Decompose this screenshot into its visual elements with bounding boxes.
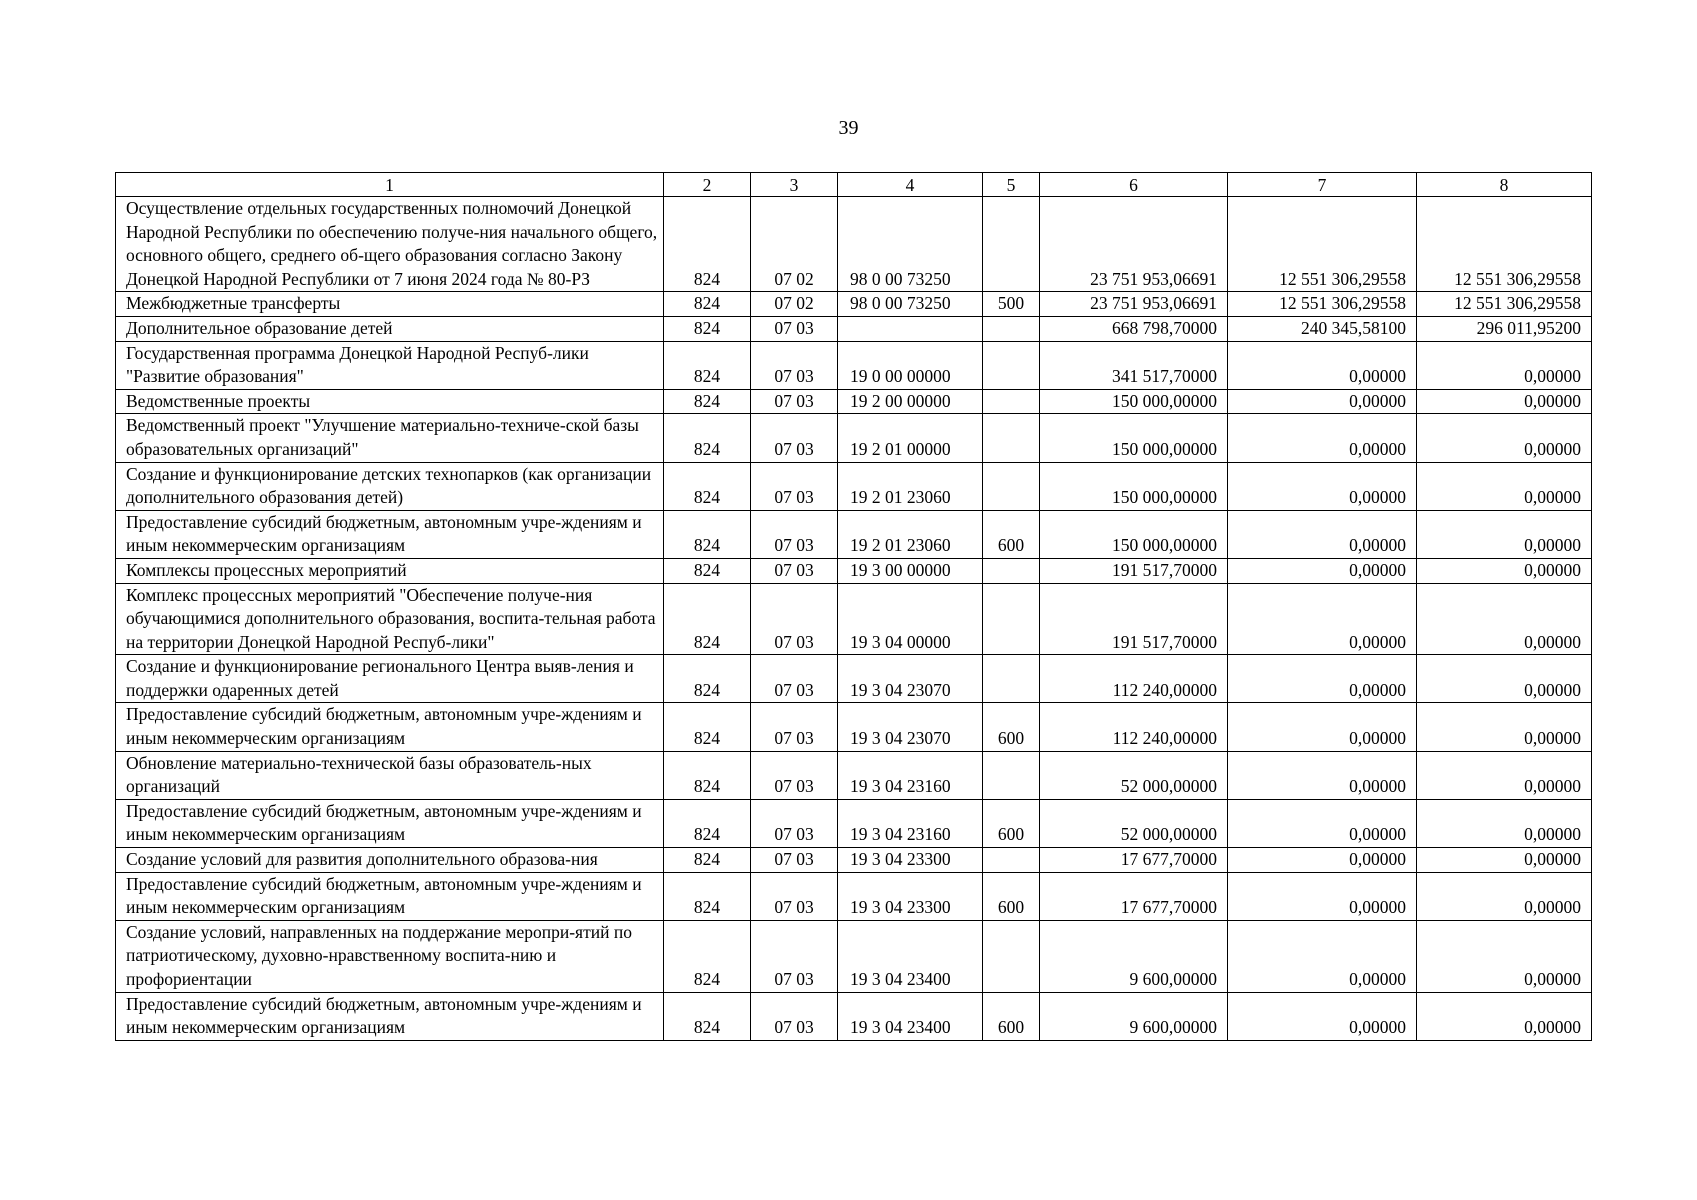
section-code-cell: 07 02 — [751, 292, 838, 317]
table-row — [116, 414, 1592, 462]
amount-col7-cell: 0,00000 — [1228, 510, 1417, 558]
amount-col7-cell: 0,00000 — [1228, 558, 1417, 583]
amount-col7-cell: 0,00000 — [1228, 920, 1417, 992]
row-name-cell: Ведомственные проекты — [116, 389, 664, 414]
amount-col7-cell: 12 551 306,29558 — [1228, 292, 1417, 317]
amount-col8-cell: 0,00000 — [1417, 751, 1592, 799]
amount-col6-cell: 17 677,70000 — [1040, 848, 1228, 873]
expense-type-cell — [983, 414, 1040, 462]
section-code-cell: 07 03 — [751, 799, 838, 847]
expense-type-cell — [983, 558, 1040, 583]
header-cell-4: 4 — [838, 173, 983, 197]
header-cell-7: 7 — [1228, 173, 1417, 197]
ministry-code-cell: 824 — [664, 848, 751, 873]
amount-col6-cell: 191 517,70000 — [1040, 583, 1228, 655]
amount-col6-cell: 17 677,70000 — [1040, 872, 1228, 920]
amount-col8-cell: 12 551 306,29558 — [1417, 197, 1592, 292]
amount-col8-cell: 0,00000 — [1417, 655, 1592, 703]
target-article-cell: 98 0 00 73250 — [838, 197, 983, 292]
amount-col8-cell: 0,00000 — [1417, 389, 1592, 414]
table-row — [116, 462, 1592, 510]
ministry-code-cell: 824 — [664, 558, 751, 583]
expense-type-cell — [983, 848, 1040, 873]
target-article-cell: 19 3 04 23070 — [838, 655, 983, 703]
expense-type-cell: 600 — [983, 992, 1040, 1040]
amount-col8-cell: 0,00000 — [1417, 992, 1592, 1040]
expense-type-cell — [983, 197, 1040, 292]
expense-type-cell — [983, 655, 1040, 703]
header-cell-8: 8 — [1417, 173, 1592, 197]
ministry-code-cell: 824 — [664, 462, 751, 510]
row-name-cell: Предоставление субсидий бюджетным, автономным учре-ждениям и иным некоммерческим организациям — [116, 799, 664, 847]
ministry-code-cell: 824 — [664, 197, 751, 292]
budget-table — [115, 172, 1592, 1041]
row-name-cell: Дополнительное образование детей — [116, 316, 664, 341]
row-name-cell: Предоставление субсидий бюджетным, автономным учре-ждениям и иным некоммерческим организациям — [116, 992, 664, 1040]
ministry-code-cell: 824 — [664, 751, 751, 799]
amount-col6-cell: 112 240,00000 — [1040, 703, 1228, 751]
amount-col7-cell: 0,00000 — [1228, 992, 1417, 1040]
expense-type-cell: 600 — [983, 510, 1040, 558]
target-article-cell: 19 3 04 23160 — [838, 799, 983, 847]
target-article-cell: 19 2 00 00000 — [838, 389, 983, 414]
expense-type-cell — [983, 389, 1040, 414]
table-body — [116, 197, 1592, 1041]
ministry-code-cell: 824 — [664, 510, 751, 558]
table-row — [116, 197, 1592, 292]
table-row — [116, 389, 1592, 414]
row-name-cell: Государственная программа Донецкой Народной Респуб-лики "Развитие образования" — [116, 341, 664, 389]
table-row — [116, 655, 1592, 703]
amount-col6-cell: 23 751 953,06691 — [1040, 292, 1228, 317]
section-code-cell: 07 03 — [751, 920, 838, 992]
amount-col8-cell: 0,00000 — [1417, 341, 1592, 389]
amount-col7-cell: 0,00000 — [1228, 751, 1417, 799]
row-name-cell: Предоставление субсидий бюджетным, автономным учре-ждениям и иным некоммерческим организациям — [116, 510, 664, 558]
section-code-cell: 07 03 — [751, 341, 838, 389]
amount-col8-cell: 0,00000 — [1417, 872, 1592, 920]
ministry-code-cell: 824 — [664, 414, 751, 462]
expense-type-cell: 600 — [983, 872, 1040, 920]
amount-col7-cell: 0,00000 — [1228, 848, 1417, 873]
section-code-cell: 07 03 — [751, 992, 838, 1040]
expense-type-cell: 600 — [983, 703, 1040, 751]
target-article-cell: 19 3 04 23400 — [838, 992, 983, 1040]
ministry-code-cell: 824 — [664, 389, 751, 414]
expense-type-cell — [983, 920, 1040, 992]
row-name-cell: Создание условий для развития дополнительного образова-ния — [116, 848, 664, 873]
amount-col8-cell: 0,00000 — [1417, 799, 1592, 847]
header-cell-6: 6 — [1040, 173, 1228, 197]
row-name-cell: Осуществление отдельных государственных полномочий Донецкой Народной Республики по обеспечению получе-ния начального общего, основного общего, среднего об-щего образования согласно Закону Донецкой Народной Республики от 7 июня 2024 года № 80-РЗ — [116, 197, 664, 292]
amount-col7-cell: 0,00000 — [1228, 462, 1417, 510]
amount-col6-cell: 191 517,70000 — [1040, 558, 1228, 583]
section-code-cell: 07 02 — [751, 197, 838, 292]
amount-col6-cell: 52 000,00000 — [1040, 751, 1228, 799]
amount-col6-cell: 341 517,70000 — [1040, 341, 1228, 389]
amount-col8-cell: 0,00000 — [1417, 848, 1592, 873]
header-cell-5: 5 — [983, 173, 1040, 197]
target-article-cell: 19 3 04 23300 — [838, 848, 983, 873]
table-row — [116, 341, 1592, 389]
amount-col8-cell: 0,00000 — [1417, 558, 1592, 583]
row-name-cell: Создание и функционирование регионального Центра выяв-ления и поддержки одаренных детей — [116, 655, 664, 703]
table-row — [116, 751, 1592, 799]
amount-col7-cell: 12 551 306,29558 — [1228, 197, 1417, 292]
table-row — [116, 920, 1592, 992]
ministry-code-cell: 824 — [664, 292, 751, 317]
ministry-code-cell: 824 — [664, 655, 751, 703]
amount-col7-cell: 240 345,58100 — [1228, 316, 1417, 341]
table-row — [116, 872, 1592, 920]
target-article-cell: 19 3 04 23070 — [838, 703, 983, 751]
table-row — [116, 558, 1592, 583]
amount-col6-cell: 9 600,00000 — [1040, 920, 1228, 992]
amount-col6-cell: 52 000,00000 — [1040, 799, 1228, 847]
row-name-cell: Комплексы процессных мероприятий — [116, 558, 664, 583]
ministry-code-cell: 824 — [664, 341, 751, 389]
target-article-cell: 19 3 04 23160 — [838, 751, 983, 799]
section-code-cell: 07 03 — [751, 510, 838, 558]
amount-col8-cell: 0,00000 — [1417, 414, 1592, 462]
amount-col6-cell: 23 751 953,06691 — [1040, 197, 1228, 292]
amount-col7-cell: 0,00000 — [1228, 389, 1417, 414]
section-code-cell: 07 03 — [751, 583, 838, 655]
section-code-cell: 07 03 — [751, 848, 838, 873]
amount-col6-cell: 150 000,00000 — [1040, 414, 1228, 462]
amount-col7-cell: 0,00000 — [1228, 341, 1417, 389]
target-article-cell: 19 3 00 00000 — [838, 558, 983, 583]
section-code-cell: 07 03 — [751, 655, 838, 703]
table-header — [116, 173, 1592, 197]
table-row — [116, 510, 1592, 558]
amount-col8-cell: 0,00000 — [1417, 703, 1592, 751]
amount-col6-cell: 9 600,00000 — [1040, 992, 1228, 1040]
table-row — [116, 848, 1592, 873]
table-row — [116, 703, 1592, 751]
row-name-cell: Межбюджетные трансферты — [116, 292, 664, 317]
header-cell-2: 2 — [664, 173, 751, 197]
ministry-code-cell: 824 — [664, 583, 751, 655]
section-code-cell: 07 03 — [751, 872, 838, 920]
section-code-cell: 07 03 — [751, 558, 838, 583]
amount-col6-cell: 668 798,70000 — [1040, 316, 1228, 341]
amount-col6-cell: 112 240,00000 — [1040, 655, 1228, 703]
amount-col6-cell: 150 000,00000 — [1040, 462, 1228, 510]
section-code-cell: 07 03 — [751, 751, 838, 799]
amount-col6-cell: 150 000,00000 — [1040, 389, 1228, 414]
expense-type-cell — [983, 583, 1040, 655]
amount-col8-cell: 0,00000 — [1417, 583, 1592, 655]
target-article-cell: 19 3 04 23300 — [838, 872, 983, 920]
table-row — [116, 292, 1592, 317]
target-article-cell: 19 3 04 23400 — [838, 920, 983, 992]
row-name-cell: Предоставление субсидий бюджетным, автономным учре-ждениям и иным некоммерческим организациям — [116, 703, 664, 751]
target-article-cell: 19 3 04 00000 — [838, 583, 983, 655]
expense-type-cell: 500 — [983, 292, 1040, 317]
section-code-cell: 07 03 — [751, 462, 838, 510]
table-row — [116, 316, 1592, 341]
target-article-cell: 19 2 01 23060 — [838, 462, 983, 510]
expense-type-cell — [983, 341, 1040, 389]
amount-col8-cell: 0,00000 — [1417, 510, 1592, 558]
amount-col8-cell: 12 551 306,29558 — [1417, 292, 1592, 317]
ministry-code-cell: 824 — [664, 703, 751, 751]
amount-col6-cell: 150 000,00000 — [1040, 510, 1228, 558]
expense-type-cell — [983, 316, 1040, 341]
header-row — [116, 173, 1592, 197]
expense-type-cell: 600 — [983, 799, 1040, 847]
header-cell-3: 3 — [751, 173, 838, 197]
amount-col7-cell: 0,00000 — [1228, 799, 1417, 847]
header-cell-1: 1 — [116, 173, 664, 197]
amount-col7-cell: 0,00000 — [1228, 414, 1417, 462]
ministry-code-cell: 824 — [664, 992, 751, 1040]
section-code-cell: 07 03 — [751, 703, 838, 751]
amount-col8-cell: 0,00000 — [1417, 462, 1592, 510]
amount-col7-cell: 0,00000 — [1228, 655, 1417, 703]
target-article-cell: 19 2 01 00000 — [838, 414, 983, 462]
amount-col7-cell: 0,00000 — [1228, 583, 1417, 655]
ministry-code-cell: 824 — [664, 920, 751, 992]
amount-col7-cell: 0,00000 — [1228, 703, 1417, 751]
page-number: 39 — [838, 117, 859, 139]
ministry-code-cell: 824 — [664, 872, 751, 920]
section-code-cell: 07 03 — [751, 389, 838, 414]
row-name-cell: Создание и функционирование детских технопарков (как организации дополнительного образования детей) — [116, 462, 664, 510]
row-name-cell: Обновление материально-технической базы образователь-ных организаций — [116, 751, 664, 799]
amount-col8-cell: 0,00000 — [1417, 920, 1592, 992]
target-article-cell: 19 2 01 23060 — [838, 510, 983, 558]
amount-col8-cell: 296 011,95200 — [1417, 316, 1592, 341]
target-article-cell: 98 0 00 73250 — [838, 292, 983, 317]
table-row — [116, 799, 1592, 847]
row-name-cell: Предоставление субсидий бюджетным, автономным учре-ждениям и иным некоммерческим организациям — [116, 872, 664, 920]
amount-col7-cell: 0,00000 — [1228, 872, 1417, 920]
expense-type-cell — [983, 462, 1040, 510]
row-name-cell: Создание условий, направленных на поддержание меропри-ятий по патриотическому, духовно-нравственному воспита-нию и профориентации — [116, 920, 664, 992]
section-code-cell: 07 03 — [751, 316, 838, 341]
ministry-code-cell: 824 — [664, 799, 751, 847]
expense-type-cell — [983, 751, 1040, 799]
ministry-code-cell: 824 — [664, 316, 751, 341]
table-row — [116, 992, 1592, 1040]
target-article-cell: 19 0 00 00000 — [838, 341, 983, 389]
target-article-cell — [838, 316, 983, 341]
section-code-cell: 07 03 — [751, 414, 838, 462]
table-row — [116, 583, 1592, 655]
row-name-cell: Ведомственный проект "Улучшение материально-техниче-ской базы образовательных организаций" — [116, 414, 664, 462]
row-name-cell: Комплекс процессных мероприятий "Обеспечение получе-ния обучающимися дополнительного образования, воспита-тельная работа на территории Донецкой Народной Респуб-лики" — [116, 583, 664, 655]
